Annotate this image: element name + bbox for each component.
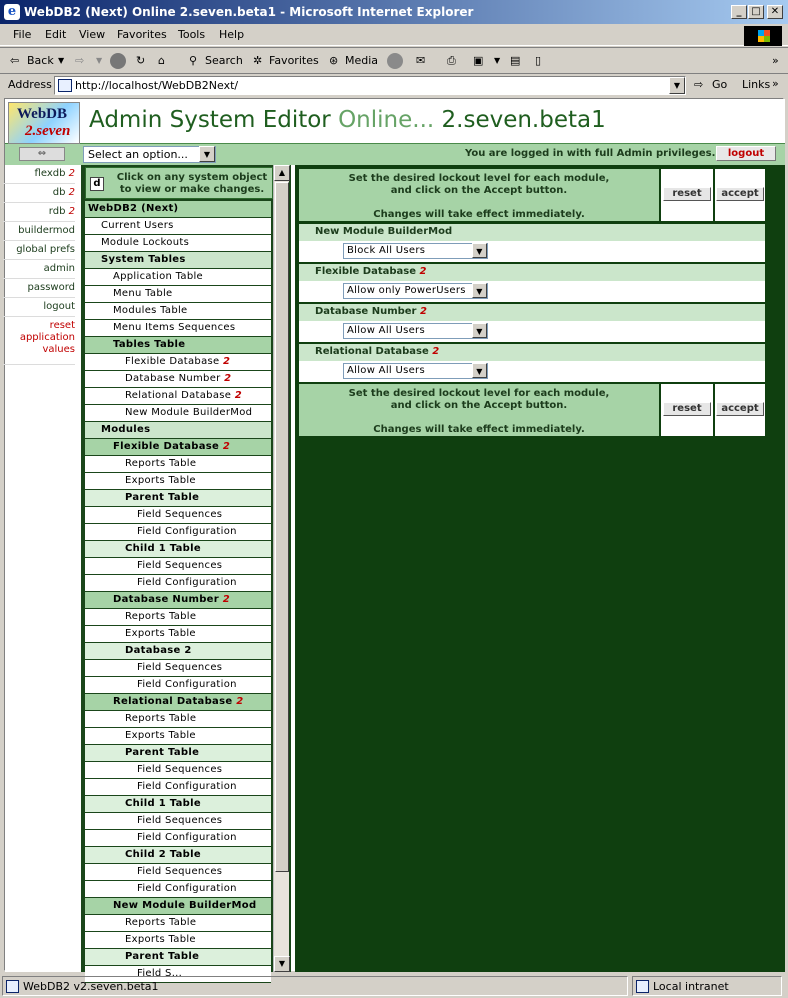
instructions-line-1: Set the desired lockout level for each module,: [348, 388, 610, 399]
module-lockout-row: [299, 321, 765, 342]
tree-item[interactable]: [85, 677, 271, 694]
nav-link-label: flexdb: [34, 168, 66, 179]
tree-item[interactable]: [85, 864, 271, 881]
lockout-level-value: Block All Users: [347, 245, 426, 256]
forward-arrow-icon[interactable]: ⇨: [75, 54, 85, 67]
tree-item-label: Field S...: [137, 968, 183, 979]
tree-item[interactable]: [85, 439, 271, 456]
tree-item[interactable]: [85, 898, 271, 915]
page-viewport: [4, 98, 784, 979]
lockout-dropdown-icon[interactable]: ▼: [472, 243, 487, 258]
option-dropdown-icon[interactable]: ▼: [199, 146, 215, 162]
zone-label: Local intranet: [653, 980, 729, 993]
back-dropdown-icon[interactable]: ▼: [58, 56, 65, 65]
history-icon[interactable]: [387, 53, 403, 69]
changes-note: Changes will take effect immediately.: [373, 424, 585, 435]
tree-item[interactable]: [85, 609, 271, 626]
nav-link-label: logout: [43, 301, 75, 312]
status-text: [2, 976, 628, 996]
tree-item[interactable]: [85, 371, 271, 388]
maximize-button[interactable]: □: [748, 5, 764, 19]
tree-item[interactable]: [85, 558, 271, 575]
module-name-label: New Module BuilderMod: [315, 226, 453, 237]
tree-item-label: Field Configuration: [137, 577, 237, 588]
tree-item-label: System Tables: [101, 254, 186, 265]
instructions-line-2: and click on the Accept button.: [390, 185, 568, 196]
tree-item-label: Field Configuration: [137, 883, 237, 894]
instructions-line-1: Set the desired lockout level for each module,: [348, 173, 610, 184]
instructions-line-2: and click on the Accept button.: [390, 400, 568, 411]
status-message: WebDB2 v2.seven.beta1: [23, 980, 159, 993]
tree-item[interactable]: [85, 201, 271, 218]
nav-link-label: admin: [43, 263, 75, 274]
tree-item-label: New Module BuilderMod: [113, 900, 257, 911]
tree-item[interactable]: [85, 932, 271, 949]
back-arrow-icon[interactable]: ⇦: [10, 54, 20, 67]
links-button[interactable]: Links: [742, 78, 771, 91]
logo-text: WebDB: [17, 106, 68, 122]
go-arrow-icon[interactable]: ⇨: [694, 78, 704, 91]
lockout-dropdown-icon[interactable]: ▼: [472, 283, 487, 298]
module-name-label: Relational Database: [315, 346, 429, 357]
tree-item[interactable]: [85, 949, 271, 966]
menu-file[interactable]: File: [13, 28, 32, 41]
nav-link-0[interactable]: [3, 165, 75, 184]
tree-item-label: Field Configuration: [137, 832, 237, 843]
tree-item-label: Child 2 Table: [125, 849, 201, 860]
reset-cell: [659, 384, 713, 436]
tree-item-label: Field Sequences: [137, 560, 223, 571]
tree-item-label: Field Sequences: [137, 764, 223, 775]
search-button[interactable]: Search: [205, 54, 243, 67]
module-name: [299, 344, 765, 361]
ie-icon: e: [4, 4, 20, 20]
nav-link-4[interactable]: [3, 241, 75, 260]
logo-version: 2.seven: [25, 123, 71, 139]
favorites-star-icon[interactable]: ✲: [253, 54, 263, 67]
tree-item-label: Database Number: [125, 373, 221, 384]
tree-item-label: Parent Table: [125, 951, 200, 962]
accept-cell: [713, 384, 765, 436]
tree-item[interactable]: [85, 252, 271, 269]
tree-item[interactable]: [85, 643, 271, 660]
messenger-icon[interactable]: ▯: [535, 54, 542, 67]
zone-panel: [632, 976, 782, 996]
menu-help[interactable]: Help: [219, 28, 245, 41]
tree-item-count: 2: [234, 390, 242, 401]
module-name-label: Database Number: [315, 306, 417, 317]
tree-item-label: Field Sequences: [137, 509, 223, 520]
tree-item-label: Application Table: [113, 271, 204, 282]
tree-item-label: Modules Table: [113, 305, 188, 316]
tree-item[interactable]: [85, 830, 271, 847]
tree-item[interactable]: [85, 507, 271, 524]
tree-item[interactable]: [85, 762, 271, 779]
minimize-button[interactable]: _: [731, 5, 747, 19]
stop-icon[interactable]: [110, 53, 126, 69]
tree-item-label: Reports Table: [125, 458, 197, 469]
tree-header: [85, 167, 273, 199]
lockout-level-value: Allow only PowerUsers: [347, 285, 466, 296]
tree-item[interactable]: [85, 779, 271, 796]
address-label: Address: [8, 78, 52, 91]
tree-item[interactable]: [85, 575, 271, 592]
tree-item[interactable]: [85, 745, 271, 762]
tree-item-label: Menu Table: [113, 288, 173, 299]
title-online: Online...: [338, 107, 435, 133]
module-count: 2: [419, 266, 427, 277]
tree-item-label: Child 1 Table: [125, 798, 201, 809]
module-name: [299, 264, 765, 281]
tree-item[interactable]: [85, 541, 271, 558]
mail-icon[interactable]: ✉: [416, 54, 426, 67]
webdb-logo: [8, 102, 80, 144]
tree-item-count: 2: [222, 441, 231, 452]
tree-item[interactable]: [85, 235, 271, 252]
lockout-dropdown-icon[interactable]: ▼: [472, 363, 487, 378]
menu-favorites[interactable]: Favorites: [117, 28, 167, 41]
system-tree-panel: [81, 165, 291, 979]
module-name-label: Flexible Database: [315, 266, 416, 277]
search-icon[interactable]: ⚲: [189, 54, 198, 67]
tree-item[interactable]: [85, 847, 271, 864]
tree-item-count: 2: [222, 594, 231, 605]
logged-in-status: You are logged in with full Admin privileges.: [465, 148, 716, 159]
browser-toolbar: [0, 47, 788, 74]
scroll-down-icon[interactable]: ▼: [274, 956, 290, 972]
tree-item-label: Field Configuration: [137, 781, 237, 792]
tree-instructions: Click on any system object to view or make changes.: [116, 172, 268, 195]
back-button[interactable]: Back: [27, 54, 54, 67]
accept-cell: [713, 169, 765, 221]
tree-item-label: Database Number: [113, 594, 219, 605]
tree-item[interactable]: [85, 660, 271, 677]
nav-link-2[interactable]: [3, 203, 75, 222]
changes-note: Changes will take effect immediately.: [373, 209, 585, 220]
options-strip: [5, 144, 785, 165]
forward-dropdown-icon[interactable]: ▼: [96, 56, 103, 65]
page-done-icon: [6, 980, 19, 993]
tree-item-count: 2: [236, 696, 244, 707]
tree-item[interactable]: [85, 456, 271, 473]
page-icon: [58, 79, 72, 92]
tree-scrollbar[interactable]: [273, 165, 289, 972]
nav-link-label: password: [27, 282, 75, 293]
title-main: Admin System Editor: [89, 107, 331, 133]
accept-button[interactable]: accept: [716, 187, 764, 201]
tree-item-label: Field Configuration: [137, 526, 237, 537]
lockout-level-select[interactable]: [343, 323, 488, 339]
nav-link-count: 2: [68, 206, 75, 217]
tree-item-label: Parent Table: [125, 492, 200, 503]
media-icon[interactable]: ⊛: [329, 54, 339, 67]
lockout-instructions-1: [299, 169, 765, 221]
tree-item-label: Current Users: [101, 220, 174, 231]
nav-link-3[interactable]: [3, 222, 75, 241]
tree-item[interactable]: [85, 626, 271, 643]
option-select[interactable]: [83, 146, 216, 163]
lockout-level-select[interactable]: [343, 243, 488, 259]
nav-link-count: 2: [68, 187, 75, 198]
module-lockout-row: [299, 281, 765, 302]
panel-toggle-icon[interactable]: ⇔: [19, 147, 65, 161]
window-title-bar: [0, 0, 788, 24]
lockout-level-select[interactable]: [343, 363, 488, 379]
instructions-text: [299, 173, 659, 221]
menu-view[interactable]: View: [79, 28, 106, 41]
menu-bar: [0, 24, 788, 46]
tree-item[interactable]: [85, 524, 271, 541]
close-button[interactable]: ✕: [767, 5, 783, 19]
tree-item-label: Relational Database: [113, 696, 233, 707]
tree-item[interactable]: [85, 388, 271, 405]
tree-item-label: Field Sequences: [137, 662, 223, 673]
lockout-panel: [295, 165, 785, 972]
tree-item[interactable]: [85, 269, 271, 286]
tree-item-count: 2: [222, 356, 231, 367]
module-lockout-row: [299, 241, 765, 262]
tree-item-label: Tables Table: [113, 339, 186, 350]
tree-item-label: Reports Table: [125, 917, 197, 928]
tree-item-label: New Module BuilderMod: [125, 407, 253, 418]
accept-button[interactable]: accept: [716, 402, 764, 416]
address-dropdown-icon[interactable]: ▼: [669, 77, 685, 94]
tree-item[interactable]: [85, 490, 271, 507]
edit-dropdown-icon[interactable]: ▼: [494, 56, 501, 65]
tree-item-label: Exports Table: [125, 475, 196, 486]
left-nav: [5, 165, 81, 972]
tree-item[interactable]: [85, 405, 271, 422]
tree-item-label: Flexible Database: [125, 356, 220, 367]
scroll-thumb[interactable]: [275, 182, 289, 872]
d-icon[interactable]: d: [90, 177, 104, 191]
nav-link-1[interactable]: [3, 184, 75, 203]
tree-item-label: Reports Table: [125, 713, 197, 724]
reset-application-values-link[interactable]: reset application values: [3, 317, 75, 365]
reset-button[interactable]: reset: [663, 402, 711, 416]
app-header: [5, 99, 785, 144]
media-button[interactable]: Media: [345, 54, 379, 67]
favorites-button[interactable]: Favorites: [269, 54, 319, 67]
logout-button[interactable]: logout: [716, 146, 776, 161]
tree-item[interactable]: [85, 303, 271, 320]
lockout-level-select[interactable]: [343, 283, 488, 299]
tree-item[interactable]: [85, 422, 271, 439]
nav-link-5[interactable]: [3, 260, 75, 279]
tree-item-label: Parent Table: [125, 747, 200, 758]
discuss-icon[interactable]: ▤: [510, 54, 521, 67]
tree-item-label: Database 2: [125, 645, 192, 656]
title-version: 2.seven.beta1: [441, 107, 606, 133]
nav-link-count: 2: [68, 168, 75, 179]
edit-icon[interactable]: ▣: [473, 54, 484, 67]
tree-item-label: Exports Table: [125, 628, 196, 639]
tree-item-label: WebDB2 (Next): [88, 203, 179, 214]
tree-item[interactable]: [85, 796, 271, 813]
lockout-dropdown-icon[interactable]: ▼: [472, 323, 487, 338]
nav-link-6[interactable]: [3, 279, 75, 298]
scroll-up-icon[interactable]: ▲: [274, 165, 290, 181]
tree-item-label: Reports Table: [125, 611, 197, 622]
tree-item-label: Relational Database: [125, 390, 232, 401]
tree-item-label: Flexible Database: [113, 441, 220, 452]
refresh-icon[interactable]: ↻: [136, 54, 146, 67]
tree-item[interactable]: [85, 320, 271, 337]
reset-cell: [659, 169, 713, 221]
menu-edit[interactable]: Edit: [45, 28, 67, 41]
tree-item-label: Modules: [101, 424, 151, 435]
toolbar-overflow-icon[interactable]: »: [772, 54, 779, 67]
lockout-instructions-2: [299, 384, 765, 436]
nav-link-label: buildermod: [18, 225, 75, 236]
tree-item[interactable]: [85, 473, 271, 490]
links-overflow-icon[interactable]: »: [772, 77, 779, 90]
module-lockout-row: [299, 361, 765, 382]
tree-item-label: Field Sequences: [137, 866, 223, 877]
tree-item[interactable]: [85, 728, 271, 745]
lockout-level-value: Allow All Users: [347, 365, 425, 376]
local-intranet-icon: [636, 980, 649, 993]
go-button[interactable]: Go: [712, 78, 728, 91]
tree-item-label: Exports Table: [125, 934, 196, 945]
module-count: 2: [432, 346, 440, 357]
tree-item[interactable]: [85, 694, 271, 711]
tree-item-count: 2: [224, 373, 232, 384]
home-icon[interactable]: ⌂: [158, 54, 165, 67]
nav-link-label: rdb: [48, 206, 66, 217]
module-count: 2: [419, 306, 427, 317]
menu-tools[interactable]: Tools: [178, 28, 206, 41]
module-name: [299, 224, 765, 241]
address-input[interactable]: [54, 76, 686, 95]
nav-link-label: db: [52, 187, 66, 198]
tree-item[interactable]: [85, 337, 271, 354]
tree-item-label: Child 1 Table: [125, 543, 201, 554]
nav-link-7[interactable]: [3, 298, 75, 317]
nav-link-label: global prefs: [16, 244, 75, 255]
tree-item[interactable]: [85, 592, 271, 609]
tree-item-label: Menu Items Sequences: [113, 322, 236, 333]
tree-item[interactable]: [85, 813, 271, 830]
tree-item[interactable]: [85, 218, 271, 235]
page-title: [89, 107, 606, 133]
instructions-text: [299, 388, 659, 436]
print-icon[interactable]: ⎙: [447, 54, 456, 67]
tree-item-label: Field Configuration: [137, 679, 237, 690]
lockout-level-value: Allow All Users: [347, 325, 425, 336]
address-url: http://localhost/WebDB2Next/: [75, 79, 239, 92]
tree-item-label: Exports Table: [125, 730, 196, 741]
tree-item[interactable]: [85, 711, 271, 728]
tree-item[interactable]: [85, 915, 271, 932]
tree-item-label: Module Lockouts: [101, 237, 190, 248]
tree-item[interactable]: [85, 286, 271, 303]
tree-item[interactable]: [85, 354, 271, 371]
status-bar: [0, 974, 788, 998]
tree-item-label: Field Sequences: [137, 815, 223, 826]
module-name: [299, 304, 765, 321]
reset-button[interactable]: reset: [663, 187, 711, 201]
windows-logo-icon: [744, 26, 782, 46]
option-select-value: Select an option...: [88, 148, 188, 161]
tree-item[interactable]: [85, 881, 271, 898]
window-title: WebDB2 (Next) Online 2.seven.beta1 - Microsoft Internet Explorer: [24, 5, 474, 19]
